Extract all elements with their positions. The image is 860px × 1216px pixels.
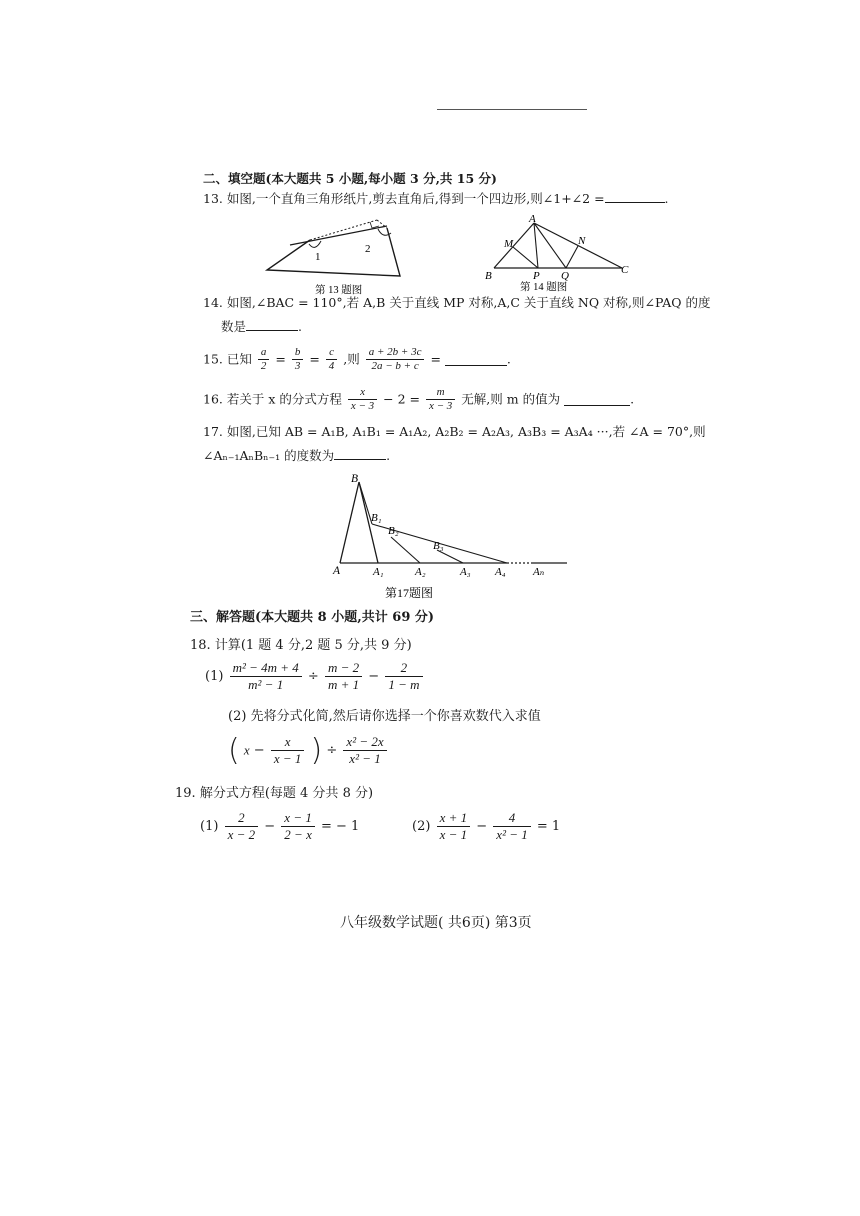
q15-number: 15. bbox=[203, 351, 223, 367]
q15-answer-blank bbox=[445, 353, 507, 366]
fig13-label-1: 1 bbox=[315, 251, 321, 263]
q15-frac-expr bbox=[366, 346, 425, 373]
q16-answer-blank bbox=[564, 393, 630, 406]
q19-p1-frac-1 bbox=[225, 810, 259, 843]
fig17-label-A2: A₂ bbox=[415, 566, 426, 578]
fig14-label-P: P bbox=[533, 270, 540, 282]
q14-line-2: 数是 bbox=[221, 319, 247, 334]
q18-p2-label: (2) bbox=[228, 709, 247, 724]
q18-p2-frac-1 bbox=[271, 734, 305, 767]
q19-p2-label: (2) bbox=[412, 819, 431, 834]
q18-p2-frac-2 bbox=[343, 734, 386, 767]
q19-p2-op: − bbox=[476, 819, 488, 834]
q18-p1-frac-1 bbox=[230, 660, 302, 693]
q19-p2-f1n: x + 1 bbox=[437, 810, 471, 827]
q15-f4d: 2a − b + c bbox=[371, 360, 419, 372]
q19-p1-f1d: x − 2 bbox=[227, 827, 256, 842]
q19-p2-frac-1 bbox=[437, 810, 471, 843]
q18-p2-fn: x bbox=[271, 734, 305, 751]
figure-17 bbox=[325, 470, 575, 602]
q18-p2-text: 先将分式化简,然后请你选择一个你喜欢数代入求值 bbox=[250, 709, 541, 724]
q16-suffix: 无解,则 m 的值为 bbox=[461, 391, 561, 407]
q18-p2-op: ÷ bbox=[326, 743, 338, 758]
q17-line-2: ∠Aₙ₋₁AₙBₙ₋₁ 的度数为 bbox=[203, 448, 335, 463]
question-15 bbox=[203, 346, 511, 373]
fig17-label-A1: A₁ bbox=[373, 566, 384, 578]
q19-number: 19. bbox=[175, 786, 196, 801]
q15-f4n: a + 2b + 3c bbox=[366, 346, 425, 360]
q15-f3d: 4 bbox=[328, 360, 335, 372]
fig17-label-A4: A₄ bbox=[495, 566, 506, 578]
q19-part-1 bbox=[200, 810, 359, 843]
q16-f2n: m bbox=[426, 386, 455, 400]
fig14-line-AP bbox=[534, 223, 538, 268]
fig13-caption: 第 13 题图 bbox=[315, 285, 363, 296]
q19-p1-f2n: x − 1 bbox=[281, 810, 315, 827]
q16-mid: − 2 = bbox=[383, 391, 421, 407]
fig13-label-2: 2 bbox=[365, 243, 371, 255]
q18-p2-f2n: x² − 2x bbox=[343, 734, 386, 751]
fig14-line-MP bbox=[513, 247, 538, 268]
q18-part-2-expr bbox=[228, 733, 389, 768]
q15-f2n: b bbox=[292, 346, 304, 360]
q19-part-2 bbox=[412, 810, 560, 843]
q19-p2-frac-2 bbox=[493, 810, 530, 843]
fig17-label-B2: B₂ bbox=[388, 525, 399, 537]
q15-frac-c bbox=[326, 346, 338, 373]
q18-p1-f3n: 2 bbox=[385, 660, 422, 677]
fig17-label-B3: B₃ bbox=[433, 540, 444, 552]
q16-f2d: x − 3 bbox=[429, 400, 453, 412]
q16-number: 16. bbox=[203, 391, 223, 407]
q18-p1-f3d: 1 − m bbox=[388, 677, 420, 692]
fig17-label-B: B bbox=[351, 473, 359, 485]
q18-p2-minus: − bbox=[253, 743, 265, 758]
q18-p2-x: x bbox=[243, 742, 250, 758]
q14-answer-blank bbox=[246, 318, 298, 331]
fig14-label-C: C bbox=[621, 264, 629, 276]
page-footer: 八年级数学试题( 共6页) 第3页 bbox=[340, 915, 532, 931]
q19-p2-f2n: 4 bbox=[493, 810, 530, 827]
q19-p2-f1d: x − 1 bbox=[439, 827, 468, 842]
q18-title: 计算(1 题 4 分,2 题 5 分,共 9 分) bbox=[214, 638, 412, 653]
fig14-label-N: N bbox=[578, 235, 586, 247]
fig14-label-A: A bbox=[529, 213, 536, 225]
q19-p2-rhs: = 1 bbox=[536, 819, 561, 834]
q18-p1-op-2: − bbox=[368, 669, 380, 684]
q18-p1-label: (1) bbox=[205, 669, 224, 684]
q16-prefix: 若关于 x 的分式方程 bbox=[226, 391, 342, 407]
fig14-line-NQ bbox=[566, 246, 578, 268]
q13-number: 13. bbox=[203, 191, 223, 206]
q19-p1-f2d: 2 − x bbox=[284, 827, 312, 842]
q18-p1-f1n: m² − 4m + 4 bbox=[230, 660, 302, 677]
q17-end: . bbox=[386, 448, 391, 463]
fig17-label-A3: A₃ bbox=[460, 566, 471, 578]
fig14-caption: 第 14 题图 bbox=[520, 282, 568, 293]
q18-p1-op-1: ÷ bbox=[307, 669, 319, 684]
q18-part-1 bbox=[205, 660, 425, 693]
q15-f2d: 3 bbox=[294, 360, 301, 372]
q19-p1-op: − bbox=[264, 819, 276, 834]
q15-f1n: a bbox=[258, 346, 270, 360]
q18-p2-lparen: ( bbox=[228, 733, 240, 768]
q19-title: 解分式方程(每题 4 分共 8 分) bbox=[199, 786, 374, 801]
q18-p2-f2d: x² − 1 bbox=[349, 751, 381, 766]
q14-line-1: 如图,∠BAC = 110°,若 A,B 关于直线 MP 对称,A,C 关于直线 NQ 对称,则∠PAQ 的度 bbox=[226, 295, 711, 310]
fig14-label-B: B bbox=[485, 270, 492, 282]
fig13-triangle-edges bbox=[267, 228, 400, 276]
q15-eq-2: = bbox=[309, 351, 320, 367]
section-2-title: 二、填空题(本大题共 5 小题,每小题 3 分,共 15 分) bbox=[203, 171, 497, 186]
q15-eq-3: = bbox=[430, 351, 441, 367]
q15-frac-b bbox=[292, 346, 304, 373]
q19-p2-f2d: x² − 1 bbox=[496, 827, 528, 842]
q17-answer-blank bbox=[334, 447, 386, 460]
question-17 bbox=[203, 423, 706, 465]
q18-p1-f1d: m² − 1 bbox=[248, 677, 284, 692]
q16-f1n: x bbox=[348, 386, 377, 400]
q14-end: . bbox=[298, 319, 302, 334]
fig13-angle-2-arc bbox=[378, 229, 391, 235]
q18-p2-rparen: ) bbox=[310, 733, 323, 768]
q16-f1d: x − 3 bbox=[350, 400, 375, 412]
fig17-label-An: Aₙ bbox=[533, 566, 545, 578]
q14-number: 14. bbox=[203, 295, 223, 310]
figure-13 bbox=[255, 212, 420, 300]
fig13-right-angle-mark bbox=[370, 222, 379, 228]
q13-text: 如图,一个直角三角形纸片,剪去直角后,得到一个四边形,则∠1+∠2 = bbox=[226, 191, 605, 206]
q17-number: 17. bbox=[203, 424, 223, 439]
q19-p1-label: (1) bbox=[200, 819, 219, 834]
q16-frac-2 bbox=[426, 386, 455, 413]
q18-p1-f2d: m + 1 bbox=[327, 677, 360, 692]
figure-14 bbox=[480, 213, 640, 293]
question-18-title bbox=[190, 634, 412, 653]
q18-number: 18. bbox=[190, 638, 211, 653]
fig14-label-M: M bbox=[504, 238, 514, 250]
section-3-title: 三、解答题(本大题共 8 小题,共计 69 分) bbox=[190, 610, 435, 625]
q15-f3n: c bbox=[326, 346, 338, 360]
question-16 bbox=[203, 386, 634, 413]
q16-end: . bbox=[630, 391, 635, 407]
q13-end: . bbox=[664, 191, 669, 206]
fig13-cut-line bbox=[290, 226, 387, 245]
fig14-line-AB bbox=[494, 223, 534, 268]
fig14-line-AQ bbox=[534, 223, 566, 268]
q18-p2-fd: x − 1 bbox=[273, 751, 302, 766]
q18-p1-frac-3 bbox=[385, 660, 422, 693]
q19-p1-rhs: = − 1 bbox=[320, 819, 360, 834]
fig17-line-B2A2 bbox=[391, 537, 420, 563]
fig14-label-Q: Q bbox=[561, 270, 569, 282]
question-14 bbox=[203, 294, 711, 336]
q15-eq-1: = bbox=[275, 351, 286, 367]
q19-p1-frac-2 bbox=[281, 810, 315, 843]
q15-end: . bbox=[506, 351, 511, 367]
fig13-angle-1-arc bbox=[309, 241, 321, 247]
q15-prefix: 已知 bbox=[226, 351, 252, 367]
q18-p1-frac-2 bbox=[325, 660, 362, 693]
q19-p1-f1n: 2 bbox=[225, 810, 259, 827]
q13-answer-blank bbox=[605, 190, 665, 203]
q16-frac-1 bbox=[348, 386, 377, 413]
q18-part-2-text bbox=[228, 705, 541, 724]
fig17-line-AB bbox=[340, 482, 359, 563]
question-19-title bbox=[175, 782, 373, 801]
fig17-label-A: A bbox=[333, 565, 341, 577]
fig17-caption: 第17题图 bbox=[385, 586, 434, 600]
q15-f1d: 2 bbox=[260, 360, 267, 372]
top-rule bbox=[437, 109, 587, 110]
fig17-label-B1: B₁ bbox=[371, 512, 382, 524]
q15-frac-a bbox=[258, 346, 270, 373]
q15-then: ,则 bbox=[343, 351, 360, 367]
q18-p1-f2n: m − 2 bbox=[325, 660, 362, 677]
question-13 bbox=[203, 190, 669, 208]
q17-line-1: 如图,已知 AB = A₁B, A₁B₁ = A₁A₂, A₂B₂ = A₂A₃, A₃B₃ = A₃A₄ ···,若 ∠A = 70°,则 bbox=[226, 424, 706, 439]
